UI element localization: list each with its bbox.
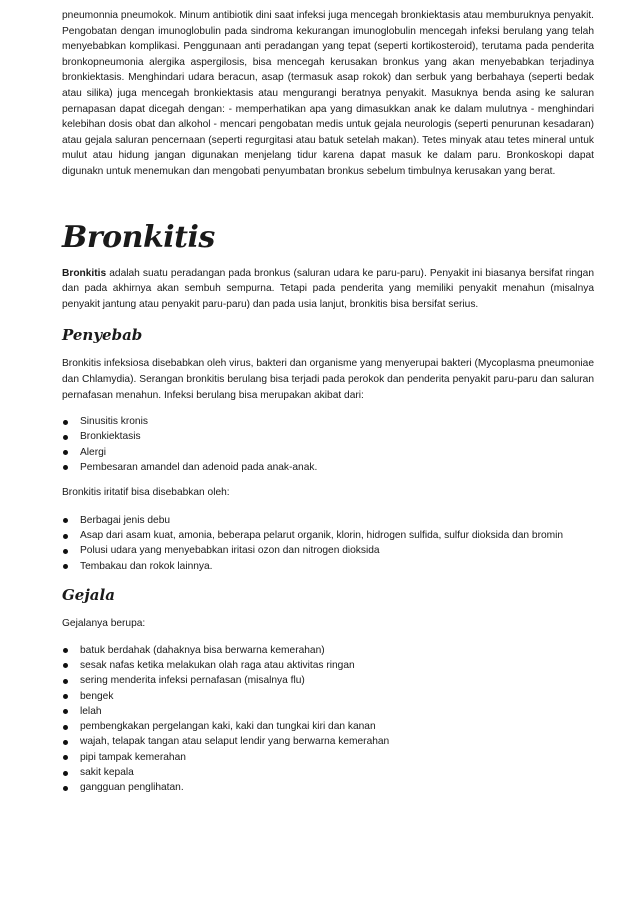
definition-text: adalah suatu peradangan pada bronkus (saluran udara ke paru-paru). Penyakit ini biasanya bersifat ringan dan pada akhirnya akan sembuh sempurna. Tetapi pada penderita yang memiliki penyakit menahun (misalnya penyakit jantung atau penyakit paru-paru) dan pada usia lanjut, bronkitis bisa bersifat serius. — [62, 267, 594, 310]
list-item: pembengkakan pergelangan kaki, kaki dan tungkai kiri dan kanan — [62, 719, 594, 734]
list-item: bengek — [62, 689, 594, 704]
list-item: Bronkiektasis — [62, 429, 594, 444]
list-item: Berbagai jenis debu — [62, 513, 594, 528]
list-item: batuk berdahak (dahaknya bisa berwarna kemerahan) — [62, 643, 594, 658]
penyebab-paragraph: Bronkitis infeksiosa disebabkan oleh virus, bakteri dan organisme yang menyerupai bakteri (Mycoplasma pneumoniae dan Chlamydia). Serangan bronkitis berulang bisa terjadi pada perokok dan penderita penyakit paru-paru dan saluran pernafasan menahun. Infeksi berulang bisa merupakan akibat dari: — [62, 358, 594, 401]
list-item: Alergi — [62, 445, 594, 460]
page-title: Bronkitis — [62, 219, 215, 255]
gejala-paragraph: Gejalanya berupa: — [62, 618, 146, 630]
definition-paragraph — [62, 266, 594, 313]
list-item: sesak nafas ketika melakukan olah raga atau aktivitas ringan — [62, 658, 594, 673]
heading-gejala: Gejala — [62, 586, 115, 605]
list-item: lelah — [62, 704, 594, 719]
intro-paragraph: pneumonnia pneumokok. Minum antibiotik dini saat infeksi juga mencegah bronkiektasis atau memburuknya penyakit. Pengobatan dengan imunoglobulin pada sindroma kekurangan imunoglobulin mencegah infeksi berulang yang telah menyebabkan komplikasi. Penggunaan anti peradangan yang tepat (seperti kortikosteroid), terutama pada penderita bronkopneumonia alergika aspergilosis, bisa mencegah kerusakan bronkus yang akan menyebabkan terjadinya bronkiektasis. Menghindari udara beracun, asap (termasuk asap rokok) dan serbuk yang berbahaya (seperti bedak atau silika) juga mencegah bronkiektasis atau mengurangi beratnya penyakit. Masuknya benda asing ke saluran pernapasan dapat dicegah dengan: - memperhatikan apa yang dimasukkan anak ke dalam mulutnya - menghindari kelebihan dosis obat dan alkohol - mencari pengobatan medis untuk gejala neurologis (seperti penurunan kesadaran) atau gejala saluran pencernaan (seperti regurgitasi atau batuk setelah makan). Tetes minyak atau tetes mineral untuk mulut atau hidung jangan digunakan menjelang tidur karena dapat masuk ke dalam paru. Bronkoskopi dapat digunakn untuk menemukan dan mengobati penyumbatan bronkus sebelum timbulnya kerusakan yang berat. — [62, 10, 594, 177]
heading-penyebab: Penyebab — [62, 326, 143, 345]
list-item: Asap dari asam kuat, amonia, beberapa pelarut organik, klorin, hidrogen sulfida, sulfur dioksida dan bromin — [62, 528, 594, 543]
list-item: Polusi udara yang menyebabkan iritasi ozon dan nitrogen dioksida — [62, 543, 594, 558]
list-item: Sinusitis kronis — [62, 414, 594, 429]
list-item: sering menderita infeksi pernafasan (misalnya flu) — [62, 673, 594, 688]
list-item: gangguan penglihatan. — [62, 780, 594, 795]
document-page — [62, 8, 594, 796]
list-item: Pembesaran amandel dan adenoid pada anak-anak. — [62, 460, 594, 475]
penyebab-paragraph-iritatif: Bronkitis iritatif bisa disebabkan oleh: — [62, 487, 230, 499]
list-item: sakit kepala — [62, 765, 594, 780]
list-item: pipi tampak kemerahan — [62, 750, 594, 765]
gejala-list — [62, 643, 594, 796]
penyebab-list-infeksi — [62, 414, 594, 475]
list-item: wajah, telapak tangan atau selaput lendir yang berwarna kemerahan — [62, 734, 594, 749]
list-item: Tembakau dan rokok lainnya. — [62, 559, 594, 574]
penyebab-list-iritatif — [62, 513, 594, 574]
definition-term: Bronkitis — [62, 267, 107, 279]
